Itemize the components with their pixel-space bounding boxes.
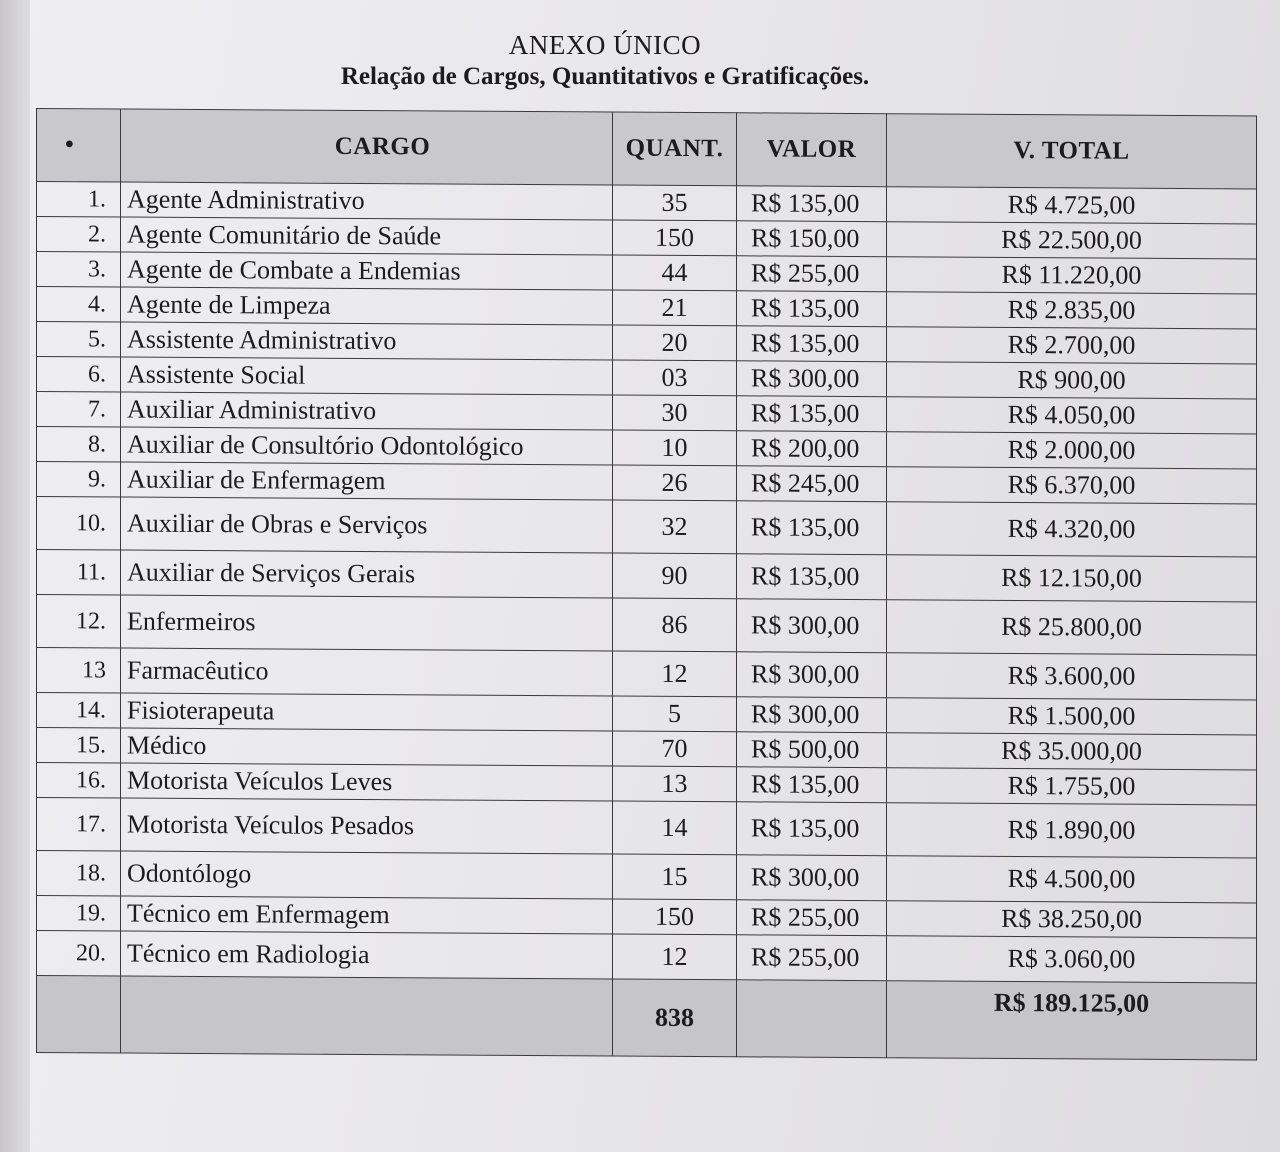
row-total: R$ 3.060,00 <box>887 936 1257 983</box>
row-num: 11. <box>37 550 121 596</box>
row-valor: R$ 300,00 <box>737 599 887 653</box>
row-quant: 150 <box>613 220 737 256</box>
table-row <box>37 648 1257 700</box>
row-quant: 26 <box>613 465 737 501</box>
row-quant: 150 <box>613 899 737 935</box>
row-cargo: Assistente Social <box>121 357 613 395</box>
row-num: 12. <box>37 595 121 649</box>
row-total: R$ 3.600,00 <box>887 653 1257 700</box>
row-quant: 32 <box>613 500 737 554</box>
row-cargo: Auxiliar de Serviços Gerais <box>121 550 613 598</box>
row-valor: R$ 135,00 <box>737 326 887 362</box>
row-num: 14. <box>37 693 121 729</box>
row-cargo: Agente de Combate a Endemias <box>121 252 613 290</box>
row-num: 15. <box>37 728 121 764</box>
row-num: 20. <box>37 931 121 977</box>
row-num: 5. <box>37 322 121 358</box>
row-valor: R$ 135,00 <box>737 802 887 856</box>
row-valor: R$ 300,00 <box>737 361 887 397</box>
row-num: 6. <box>37 357 121 393</box>
table-row <box>37 798 1257 858</box>
row-quant: 90 <box>613 553 737 599</box>
row-num: 7. <box>37 392 121 428</box>
row-cargo: Motorista Veículos Leves <box>121 763 613 801</box>
row-quant: 30 <box>613 395 737 431</box>
row-cargo: Agente Administrativo <box>121 182 613 220</box>
binding-shadow <box>0 0 30 1152</box>
document-header <box>0 28 1210 92</box>
row-total: R$ 35.000,00 <box>887 733 1257 770</box>
row-valor: R$ 135,00 <box>737 186 887 222</box>
row-cargo: Técnico em Enfermagem <box>121 896 613 934</box>
row-cargo: Auxiliar de Obras e Serviços <box>121 497 613 553</box>
row-quant: 03 <box>613 360 737 396</box>
row-cargo: Auxiliar Administrativo <box>121 392 613 430</box>
row-valor: R$ 255,00 <box>737 900 887 936</box>
row-valor: R$ 135,00 <box>737 396 887 432</box>
row-total: R$ 1.890,00 <box>887 803 1257 858</box>
footer-num-cell <box>37 976 121 1054</box>
row-num: 13 <box>37 648 121 694</box>
row-total: R$ 1.500,00 <box>887 698 1257 735</box>
row-cargo: Farmacêutico <box>121 648 613 696</box>
row-valor: R$ 255,00 <box>737 256 887 292</box>
row-num: 4. <box>37 287 121 323</box>
header-cargo: CARGO <box>121 109 613 185</box>
header-num: • <box>37 109 121 183</box>
row-quant: 12 <box>613 651 737 697</box>
row-num: 1. <box>37 182 121 218</box>
row-total: R$ 900,00 <box>887 362 1257 399</box>
row-total: R$ 25.800,00 <box>887 600 1257 655</box>
row-num: 16. <box>37 763 121 799</box>
row-quant: 5 <box>613 696 737 732</box>
footer-cargo-cell <box>121 976 613 1056</box>
document-subtitle: Relação de Cargos, Quantitativos e Gratificações. <box>340 63 870 90</box>
row-cargo: Agente de Limpeza <box>121 287 613 325</box>
footer-total-quant: 838 <box>613 979 737 1057</box>
row-quant: 10 <box>613 430 737 466</box>
row-num: 18. <box>37 851 121 897</box>
row-valor: R$ 150,00 <box>737 221 887 257</box>
row-cargo: Técnico em Radiologia <box>121 931 613 979</box>
row-num: 17. <box>37 798 121 852</box>
table-row <box>37 595 1257 655</box>
row-quant: 86 <box>613 598 737 652</box>
row-valor: R$ 300,00 <box>737 652 887 698</box>
table-header-row <box>37 109 1257 189</box>
header-valor: VALOR <box>737 113 887 187</box>
row-total: R$ 12.150,00 <box>887 555 1257 602</box>
row-cargo: Enfermeiros <box>121 595 613 651</box>
row-num: 8. <box>37 427 121 463</box>
row-total: R$ 4.320,00 <box>887 502 1257 557</box>
row-valor: R$ 135,00 <box>737 554 887 600</box>
row-quant: 13 <box>613 766 737 802</box>
row-valor: R$ 300,00 <box>737 697 887 733</box>
row-total: R$ 4.500,00 <box>887 856 1257 903</box>
row-cargo: Auxiliar de Enfermagem <box>121 462 613 500</box>
header-quant: QUANT. <box>613 112 737 186</box>
row-valor: R$ 300,00 <box>737 855 887 901</box>
row-cargo: Odontólogo <box>121 851 613 899</box>
row-total: R$ 6.370,00 <box>887 467 1257 504</box>
row-num: 10. <box>37 497 121 551</box>
cargos-table <box>36 108 1257 1060</box>
row-total: R$ 4.725,00 <box>887 187 1257 224</box>
table-row <box>37 931 1257 983</box>
row-cargo: Assistente Administrativo <box>121 322 613 360</box>
row-valor: R$ 500,00 <box>737 732 887 768</box>
row-valor: R$ 200,00 <box>737 431 887 467</box>
row-cargo: Agente Comunitário de Saúde <box>121 217 613 255</box>
row-total: R$ 1.755,00 <box>887 768 1257 805</box>
row-num: 19. <box>37 896 121 932</box>
row-cargo: Fisioterapeuta <box>121 693 613 731</box>
row-total: R$ 2.835,00 <box>887 292 1257 329</box>
row-valor: R$ 135,00 <box>737 291 887 327</box>
row-cargo: Médico <box>121 728 613 766</box>
cargos-table-wrapper <box>36 108 1256 1133</box>
row-num: 2. <box>37 217 121 253</box>
table-row <box>37 497 1257 557</box>
row-valor: R$ 135,00 <box>737 501 887 555</box>
row-quant: 12 <box>613 934 737 980</box>
row-quant: 21 <box>613 290 737 326</box>
row-total: R$ 4.050,00 <box>887 397 1257 434</box>
footer-valor-cell <box>737 980 887 1058</box>
row-total: R$ 11.220,00 <box>887 257 1257 294</box>
table-row <box>37 851 1257 903</box>
footer-grand-total: R$ 189.125,00 <box>887 981 1257 1060</box>
row-num: 3. <box>37 252 121 288</box>
row-quant: 14 <box>613 801 737 855</box>
row-total: R$ 2.000,00 <box>887 432 1257 469</box>
row-valor: R$ 135,00 <box>737 767 887 803</box>
row-valor: R$ 245,00 <box>737 466 887 502</box>
row-quant: 20 <box>613 325 737 361</box>
row-total: R$ 38.250,00 <box>887 901 1257 938</box>
row-total: R$ 22.500,00 <box>887 222 1257 259</box>
row-total: R$ 2.700,00 <box>887 327 1257 364</box>
header-total: V. TOTAL <box>887 114 1257 189</box>
row-quant: 15 <box>613 854 737 900</box>
row-cargo: Auxiliar de Consultório Odontológico <box>121 427 613 465</box>
document-title: ANEXO ÚNICO <box>508 30 702 60</box>
row-cargo: Motorista Veículos Pesados <box>121 798 613 854</box>
table-row <box>37 550 1257 602</box>
table-total-row <box>37 976 1257 1060</box>
row-quant: 44 <box>613 255 737 291</box>
row-quant: 35 <box>613 185 737 221</box>
row-quant: 70 <box>613 731 737 767</box>
row-valor: R$ 255,00 <box>737 935 887 981</box>
row-num: 9. <box>37 462 121 498</box>
